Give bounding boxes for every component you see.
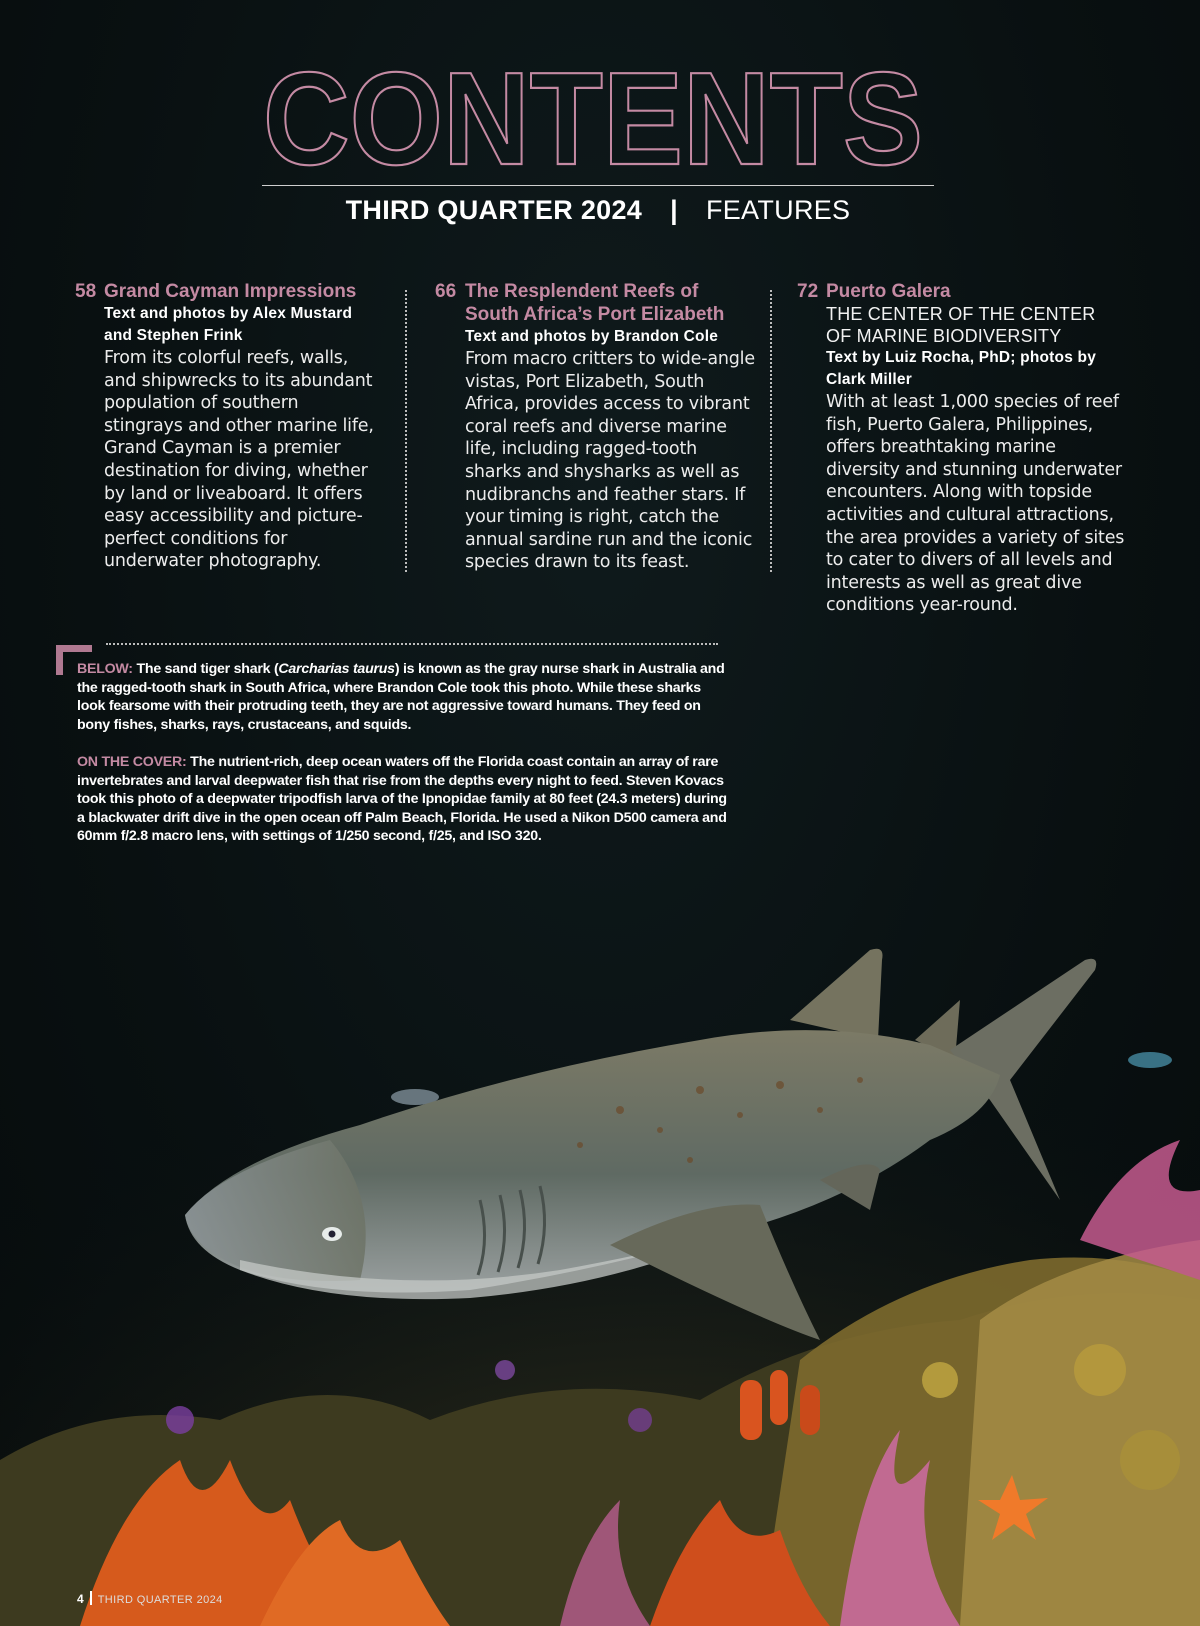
title-rule: [262, 185, 934, 186]
column-divider: [405, 290, 407, 572]
page-footer: [77, 1591, 223, 1608]
shark-reef-photo: [0, 900, 1200, 1626]
feature-page-number: 58: [75, 281, 97, 302]
caption-lead: BELOW:: [77, 661, 133, 677]
caption-lead: ON THE COVER:: [77, 754, 187, 770]
caption-text: The nutrient-rich, deep ocean waters off the Florida coast contain an array of rare invertebrates and larval deepwater fish that rise from the depths every night to feed. Steven Kovacs took this photo of a deepwater tripodfish larva of the Ipnopidae family at 80 feet (24.3 meters) during a blackwater drift dive in the open ocean off Palm Beach, Florida. He used a Nikon D500 camera and 60mm f/2.8 macro lens, with settings of 1/250 second, f/25, and ISO 320.: [77, 754, 727, 845]
footer-issue: THIRD QUARTER 2024: [97, 1594, 223, 1606]
subhead-separator: |: [670, 195, 678, 225]
feature-description: From its colorful reefs, walls, and shipwrecks to its abundant population of southern stingrays and other marine life, Grand Cayman is a premier destination for diving, whether by land or liveaboard. It offers easy accessibility and picture-perfect conditions for underwater photography.: [104, 348, 374, 572]
caption-divider: [106, 643, 718, 645]
issue-label: THIRD QUARTER 2024: [345, 195, 643, 225]
caption-cover: [77, 753, 727, 846]
feature-credit: Text by Luiz Rocha, PhD; photos by Clark Miller: [826, 349, 1097, 388]
issue-subhead: [262, 190, 934, 230]
feature-credit: Text and photos by Brandon Cole: [465, 328, 719, 345]
feature-title: Grand Cayman Impressions: [104, 281, 357, 302]
page-number: 4: [77, 1592, 84, 1606]
feature-title: The Resplendent Reefs of South Africa’s Port Elizabeth: [465, 281, 725, 325]
feature-page-number: 66: [435, 281, 457, 302]
feature-kicker: THE CENTER OF THE CENTER OF MARINE BIODIVERSITY: [826, 304, 1096, 346]
contents-title: CONTENTS: [263, 58, 923, 178]
feature-credit: Text and photos by Alex Mustard and Stephen Frink: [104, 305, 353, 344]
section-label: FEATURES: [705, 195, 851, 225]
feature-page-number: 72: [797, 281, 819, 302]
caption-below: [77, 660, 727, 734]
contents-title-graphic: [252, 58, 934, 178]
species-name: Carcharias taurus: [278, 661, 395, 677]
feature-description: From macro critters to wide-angle vistas, Port Elizabeth, South Africa, provides access to vibrant coral reefs and diverse marine life, including ragged-tooth sharks and shysharks as well as nudibranchs and feather stars. If your timing is right, catch the annual sardine run and the iconic species drawn to its feast.: [465, 349, 755, 573]
column-divider: [770, 290, 772, 572]
feature-description: With at least 1,000 species of reef fish, Puerto Galera, Philippines, offers breathtaking marine diversity and stunning underwater encounters. Along with topside activities and cultural attractions, the area provides a variety of sites to cater to divers of all levels and interests as well as great dive conditions year-round.: [826, 392, 1125, 616]
footer-separator: [90, 1591, 92, 1605]
caption-text: The sand tiger shark (: [136, 661, 279, 677]
feature-title: Puerto Galera: [826, 281, 951, 302]
caption-text: ) is known as the gray nurse shark in Australia and the ragged-tooth shark in South Africa, where Brandon Cole took this photo. While these sharks look fearsome with their protruding teeth, they are not aggressive toward humans. They feed on bony fishes, sharks, rays, crustaceans, and squids.: [77, 661, 725, 733]
